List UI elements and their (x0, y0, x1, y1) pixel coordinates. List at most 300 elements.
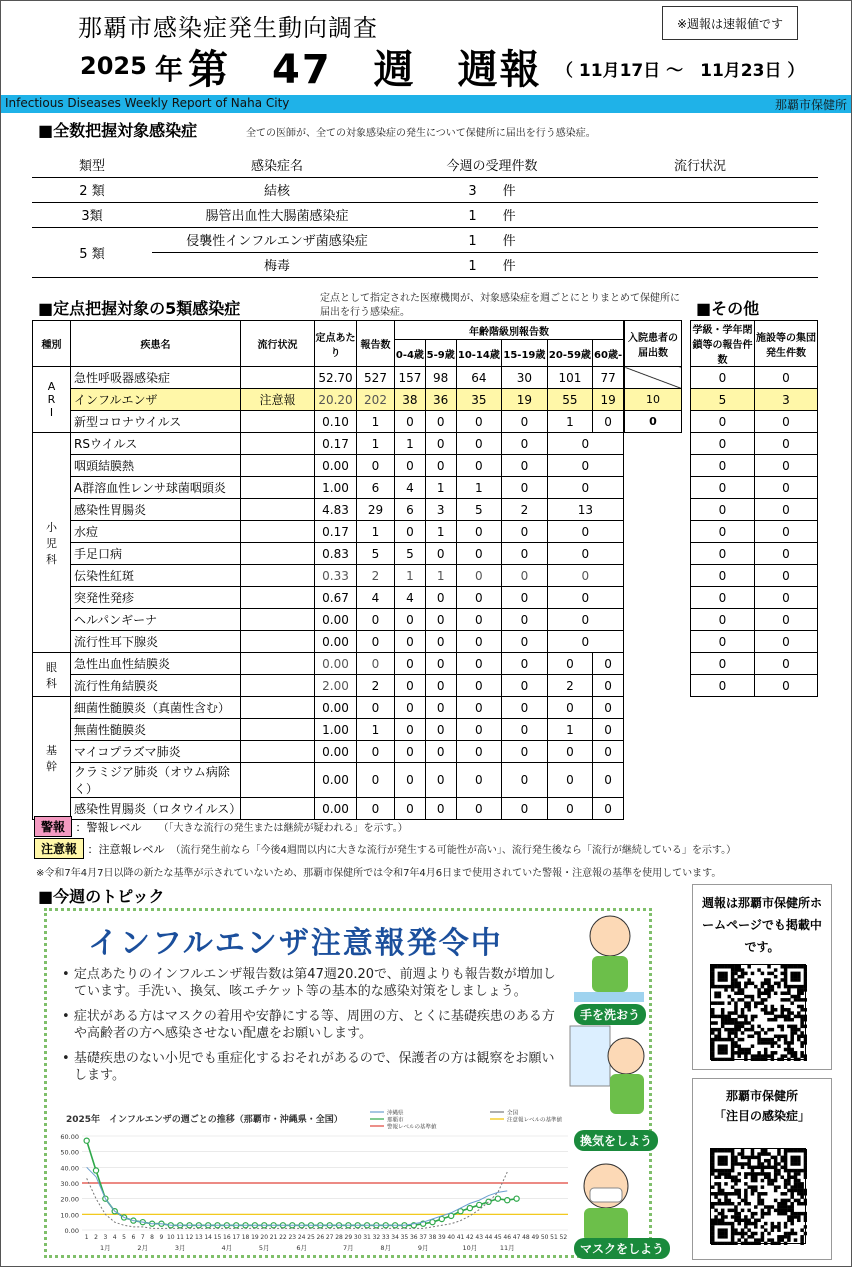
series-line (87, 1167, 508, 1225)
x-tick-label: 24 (297, 1234, 306, 1241)
x-tick-label: 10 (166, 1234, 175, 1241)
preliminary-badge: ※週報は速報値です (662, 6, 798, 40)
table-row (691, 411, 818, 433)
age-cell: 3 (425, 499, 456, 521)
table-row (33, 697, 624, 719)
age-cell: 64 (456, 367, 502, 389)
table-row (33, 719, 624, 741)
disease-name: 急性出血性結膜炎 (71, 653, 241, 675)
table-row (32, 177, 818, 202)
status-cell (241, 631, 315, 653)
age-cell: 0 (502, 763, 548, 798)
age-cell: 0 (502, 653, 548, 675)
x-tick-label: 5 (122, 1234, 126, 1241)
caution-tag: 注意報 (34, 838, 84, 859)
group-cell: 小 児 科 (33, 433, 71, 653)
age-cell: 0 (547, 631, 623, 653)
table-row (691, 499, 818, 521)
x-tick-label: 17 (232, 1234, 241, 1241)
status-cell (241, 653, 315, 675)
sentinel-table (32, 320, 624, 820)
age-cell: 19 (502, 389, 548, 411)
legend-label: 那覇市 (387, 1117, 404, 1124)
disease-name: ヘルパンギーナ (71, 609, 241, 631)
month-label: 8月 (380, 1244, 392, 1252)
per-cell: 2.00 (315, 675, 357, 697)
per-cell: 0.67 (315, 587, 357, 609)
other-cell: 0 (755, 565, 818, 587)
x-tick-label: 19 (251, 1234, 259, 1241)
x-tick-label: 31 (363, 1234, 371, 1241)
name-cell: 梅毒 (152, 252, 402, 277)
five-section-desc: 定点として指定された医療機関が、対象感染症を週ごとにとりまとめて保健所に届出を行う感染症。 (320, 293, 680, 318)
age-cell: 0 (593, 741, 624, 763)
list-item: • 症状がある方はマスクの着用や安静にする等、周囲の方、とくに基礎疾患のある方や高齢者の方へ感染させない配慮をお願いします。 (62, 1009, 555, 1041)
other-cell: 0 (691, 543, 755, 565)
group-cell: 基 幹 (33, 697, 71, 820)
table-row (33, 433, 624, 455)
x-tick-label: 32 (372, 1234, 381, 1241)
other-section-heading: ■その他 (696, 299, 760, 318)
age-cell: 0 (502, 543, 548, 565)
age-cell: 0 (456, 433, 502, 455)
per-cell: 0.00 (315, 741, 357, 763)
x-tick-label: 44 (484, 1234, 493, 1241)
table-row (33, 653, 624, 675)
age-cell: 1 (425, 477, 456, 499)
age-cell: 36 (425, 389, 456, 411)
x-tick-label: 4 (112, 1234, 117, 1241)
age-cell: 0 (547, 697, 593, 719)
age-cell: 0 (502, 631, 548, 653)
reports-cell: 527 (357, 367, 395, 389)
count-cell: 1 件 (402, 227, 582, 252)
disease-name: A群溶血性レンサ球菌咽頭炎 (71, 477, 241, 499)
per-cell: 52.70 (315, 367, 357, 389)
age-cell: 1 (425, 521, 456, 543)
year-kanji: 年 (155, 53, 184, 86)
age-cell: 0 (547, 521, 623, 543)
x-tick-label: 43 (475, 1234, 484, 1241)
age-cell: 4 (395, 587, 426, 609)
per-cell: 0.00 (315, 609, 357, 631)
age-cell: 0 (425, 433, 456, 455)
age-cell: 0 (395, 675, 426, 697)
hosp-cell: 10 (625, 389, 682, 411)
status-cell (241, 741, 315, 763)
age-cell: 30 (502, 367, 548, 389)
age-cell: 35 (456, 389, 502, 411)
age-cell: 0 (425, 455, 456, 477)
data-point (477, 1202, 482, 1207)
disease-name: 伝染性紅斑 (71, 565, 241, 587)
disease-name: 流行性角結膜炎 (71, 675, 241, 697)
age-cell: 0 (425, 653, 456, 675)
age-cell: 0 (547, 455, 623, 477)
status-cell (241, 719, 315, 741)
status-cell (241, 697, 315, 719)
age-cell: 0 (502, 477, 548, 499)
other-cell: 0 (755, 653, 818, 675)
other-cell: 0 (691, 433, 755, 455)
other-cell: 0 (755, 543, 818, 565)
age-cell: 0 (547, 763, 593, 798)
reports-cell: 6 (357, 477, 395, 499)
table-row (33, 367, 624, 389)
y-tick-label: 10.00 (60, 1211, 79, 1220)
disease-name: RSウイルス (71, 433, 241, 455)
age-cell: 0 (456, 521, 502, 543)
age-cell: 5 (395, 543, 426, 565)
table-row (33, 741, 624, 763)
disease-name: 感染性胃腸炎（ロタウイルス） (71, 798, 241, 820)
status-cell (241, 587, 315, 609)
x-tick-label: 48 (522, 1234, 530, 1241)
age-cell: 0 (456, 653, 502, 675)
age-cell: 0 (593, 675, 624, 697)
illustrations (566, 906, 652, 1258)
per-cell: 0.00 (315, 798, 357, 820)
per-cell: 0.00 (315, 631, 357, 653)
th-disease: 疾患名 (71, 321, 241, 367)
other-table (690, 320, 818, 697)
age-cell: 4 (395, 477, 426, 499)
disease-name: 細菌性髄膜炎（真菌性含む） (71, 697, 241, 719)
age-cell: 0 (547, 798, 593, 820)
other-cell: 0 (755, 609, 818, 631)
disease-name: 無菌性髄膜炎 (71, 719, 241, 741)
table-row (691, 609, 818, 631)
y-tick-label: 20.00 (60, 1195, 79, 1204)
age-cell: 0 (456, 609, 502, 631)
th-age: 15-19歳 (502, 340, 548, 367)
mask-icon (590, 1188, 622, 1202)
label-ventilate: 換気をしよう (574, 1130, 658, 1151)
reports-cell: 0 (357, 798, 395, 820)
all-section-desc: 全ての医師が、全ての対象感染症の発生について保健所に届出を行う感染症。 (246, 128, 596, 139)
th-group: 種別 (33, 321, 71, 367)
reports-cell: 4 (357, 587, 395, 609)
x-tick-label: 30 (353, 1234, 362, 1241)
th-type: 類型 (32, 152, 152, 177)
other-cell: 5 (691, 389, 755, 411)
status-cell (241, 455, 315, 477)
age-cell: 0 (425, 741, 456, 763)
age-cell: 0 (425, 543, 456, 565)
age-cell: 0 (502, 741, 548, 763)
reports-cell: 5 (357, 543, 395, 565)
month-label: 4月 (221, 1244, 233, 1252)
data-point (439, 1216, 444, 1221)
y-tick-label: 40.00 (60, 1164, 79, 1173)
age-cell: 0 (547, 741, 593, 763)
table-row (32, 202, 818, 227)
table-row (691, 455, 818, 477)
age-cell: 0 (456, 719, 502, 741)
warn-legend: 警報 ：警報レベル （「大きな流行の発生または継続が疑われる」を示す。） (34, 816, 408, 837)
x-tick-label: 28 (335, 1234, 343, 1241)
reports-cell: 0 (357, 653, 395, 675)
type-cell: 5 類 (32, 227, 152, 277)
age-cell: 101 (547, 367, 593, 389)
x-tick-label: 2 (94, 1234, 98, 1241)
table-row (691, 433, 818, 455)
x-tick-label: 49 (531, 1234, 540, 1241)
person-body-icon (592, 956, 628, 992)
other-cell: 0 (691, 653, 755, 675)
age-cell: 55 (547, 389, 593, 411)
x-tick-label: 39 (438, 1234, 446, 1241)
x-tick-label: 21 (269, 1234, 278, 1241)
age-cell: 0 (456, 798, 502, 820)
qr-pattern (711, 965, 807, 1061)
status-cell (241, 499, 315, 521)
age-cell: 0 (502, 587, 548, 609)
other-cell: 0 (755, 367, 818, 389)
month-label: 2月 (137, 1244, 149, 1252)
band-right-text: 那覇市保健所 (774, 98, 847, 112)
chart-title: 2025年 インフルエンザの週ごとの推移（那覇市・沖縄県・全国） (66, 1115, 343, 1125)
five-section-heading: ■定点把握対象の5類感染症 (38, 299, 241, 318)
name-cell: 侵襲性インフルエンザ菌感染症 (152, 227, 402, 252)
status-cell (241, 763, 315, 798)
qr-code-featured[interactable] (710, 1148, 806, 1244)
age-cell: 0 (456, 697, 502, 719)
age-cell: 0 (502, 565, 548, 587)
person-body-icon (610, 1074, 644, 1114)
y-tick-label: 30.00 (60, 1180, 79, 1188)
x-tick-label: 47 (512, 1234, 521, 1241)
table-row (33, 455, 624, 477)
per-cell: 0.17 (315, 521, 357, 543)
y-tick-label: 0.00 (64, 1227, 79, 1235)
legend-label: 沖縄県 (387, 1110, 404, 1117)
other-cell: 0 (755, 455, 818, 477)
th-age-title: 年齢階級別報告数 (395, 321, 624, 340)
x-tick-label: 3 (103, 1234, 108, 1241)
age-cell: 0 (502, 675, 548, 697)
x-tick-label: 11 (176, 1234, 184, 1241)
th-age: 60歳- (593, 340, 624, 367)
reports-cell: 1 (357, 411, 395, 433)
other-cell: 0 (755, 631, 818, 653)
th-closure: 学級・学年閉鎖等の報告件数 (691, 321, 755, 367)
age-cell: 19 (593, 389, 624, 411)
disease-name: 感染性胃腸炎 (71, 499, 241, 521)
age-cell: 0 (547, 477, 623, 499)
type-cell: 2 類 (32, 177, 152, 202)
age-cell: 0 (502, 798, 548, 820)
featured-text: 那覇市保健所 「注目の感染症」 (713, 1089, 810, 1123)
reports-cell: 0 (357, 763, 395, 798)
disease-name: 急性呼吸器感染症 (71, 367, 241, 389)
reports-cell: 0 (357, 741, 395, 763)
name-cell: 結核 (152, 177, 402, 202)
age-cell: 0 (593, 653, 624, 675)
age-cell: 98 (425, 367, 456, 389)
age-cell: 1 (547, 719, 593, 741)
y-tick-label: 50.00 (60, 1148, 79, 1157)
other-cell: 0 (691, 367, 755, 389)
reports-cell: 202 (357, 389, 395, 411)
disease-name: インフルエンザ (71, 389, 241, 411)
age-cell: 0 (456, 763, 502, 798)
name-cell: 腸管出血性大腸菌感染症 (152, 202, 402, 227)
legend-label: 全国 (507, 1110, 519, 1117)
age-cell: 13 (547, 499, 623, 521)
warn-tag: 警報 (34, 816, 72, 837)
age-cell: 0 (456, 411, 502, 433)
age-cell: 0 (547, 609, 623, 631)
age-cell: 0 (395, 763, 426, 798)
other-cell: 0 (755, 587, 818, 609)
other-cell: 0 (755, 675, 818, 697)
reports-cell: 1 (357, 521, 395, 543)
x-tick-label: 23 (288, 1234, 297, 1241)
th-outbreak: 施設等の集団発生件数 (755, 321, 818, 367)
status-cell (241, 543, 315, 565)
disease-name: マイコプラズマ肺炎 (71, 741, 241, 763)
data-point (495, 1196, 500, 1201)
other-cell: 0 (691, 477, 755, 499)
per-cell: 0.00 (315, 455, 357, 477)
age-cell: 0 (395, 653, 426, 675)
table-row (33, 521, 624, 543)
x-tick-label: 33 (381, 1234, 390, 1241)
list-item: • 定点あたりのインフルエンザ報告数は第47週20.20で、前週よりも報告数が増加しています。手洗い、換気、咳エチケット等の基本的な感染対策をしましょう。 (62, 967, 556, 999)
table-row (33, 609, 624, 631)
age-cell: 0 (502, 433, 548, 455)
x-tick-label: 51 (550, 1234, 558, 1241)
table-row (691, 367, 818, 389)
age-cell: 38 (395, 389, 426, 411)
title-band (1, 95, 851, 113)
status-cell (241, 675, 315, 697)
x-tick-label: 26 (316, 1234, 325, 1241)
age-cell: 77 (593, 367, 624, 389)
data-point (84, 1138, 89, 1143)
data-point (514, 1196, 519, 1201)
per-cell: 20.20 (315, 389, 357, 411)
disease-name: 咽頭結膜熱 (71, 455, 241, 477)
age-cell: 0 (395, 697, 426, 719)
other-cell: 0 (691, 609, 755, 631)
homepage-text: 週報は那覇市保健所ホームページでも掲載中です。 (701, 896, 822, 954)
month-label: 7月 (343, 1244, 354, 1252)
table-row (691, 521, 818, 543)
type-cell: 3類 (32, 202, 152, 227)
age-cell: 0 (502, 411, 548, 433)
other-cell: 3 (755, 389, 818, 411)
table-row (691, 631, 818, 653)
th-age: 10-14歳 (456, 340, 502, 367)
x-tick-label: 12 (185, 1234, 194, 1241)
age-cell: 1 (395, 433, 426, 455)
age-cell: 5 (456, 499, 502, 521)
table-row (691, 653, 818, 675)
age-cell: 0 (456, 455, 502, 477)
age-cell: 0 (547, 653, 593, 675)
age-cell: 0 (502, 455, 548, 477)
th-reports: 報告数 (357, 321, 395, 367)
age-cell: 2 (502, 499, 548, 521)
age-cell: 0 (395, 798, 426, 820)
age-cell: 0 (425, 587, 456, 609)
th-age: 20-59歳 (547, 340, 593, 367)
age-cell: 0 (425, 631, 456, 653)
x-tick-label: 9 (159, 1234, 164, 1241)
x-tick-label: 29 (344, 1234, 353, 1241)
table-row (33, 543, 624, 565)
report-title: 那覇市感染症発生動向調査 (78, 14, 378, 42)
age-cell: 0 (395, 719, 426, 741)
age-cell: 0 (502, 521, 548, 543)
status-cell (241, 565, 315, 587)
per-cell: 1.00 (315, 477, 357, 499)
legend-label: 注意報レベルの基準値 (507, 1117, 563, 1124)
reports-cell: 2 (357, 565, 395, 587)
age-cell: 0 (425, 411, 456, 433)
age-cell: 0 (395, 455, 426, 477)
x-tick-label: 42 (466, 1234, 474, 1241)
age-cell: 1 (395, 565, 426, 587)
x-tick-label: 16 (223, 1234, 231, 1241)
reports-cell: 0 (357, 609, 395, 631)
qr-code-homepage[interactable] (710, 964, 806, 1060)
other-cell: 0 (691, 455, 755, 477)
th-age: 0-4歳 (395, 340, 426, 367)
age-cell: 1 (456, 477, 502, 499)
x-tick-label: 20 (260, 1234, 269, 1241)
date-range: （ 11月17日 〜 11月23日 ） (556, 61, 805, 81)
th-hosp: 入院患者の届出数 (625, 321, 682, 367)
age-cell: 0 (456, 631, 502, 653)
x-tick-label: 6 (131, 1234, 136, 1241)
other-cell: 0 (755, 411, 818, 433)
x-tick-label: 14 (204, 1234, 212, 1241)
table-row (691, 565, 818, 587)
label-handwash: 手を洗おう (574, 1004, 646, 1025)
report-year: 2025 (80, 52, 147, 80)
status-cell (241, 477, 315, 499)
x-tick-label: 27 (325, 1234, 334, 1241)
disease-name: クラミジア肺炎（オウム病除く） (71, 763, 241, 798)
disease-name: 水痘 (71, 521, 241, 543)
age-cell: 0 (425, 697, 456, 719)
reports-cell: 2 (357, 675, 395, 697)
x-tick-label: 13 (195, 1234, 203, 1241)
x-tick-label: 7 (140, 1234, 145, 1241)
per-cell: 0.00 (315, 697, 357, 719)
reports-cell: 0 (357, 455, 395, 477)
age-cell: 0 (395, 631, 426, 653)
x-tick-label: 18 (241, 1234, 250, 1241)
x-tick-label: 15 (213, 1234, 222, 1241)
table-row (33, 477, 624, 499)
flu-trend-chart (50, 1102, 576, 1252)
age-cell: 0 (502, 609, 548, 631)
other-cell: 0 (691, 499, 755, 521)
age-cell: 0 (547, 543, 623, 565)
x-tick-label: 22 (279, 1234, 287, 1241)
disease-name: 手足口病 (71, 543, 241, 565)
per-cell: 0.00 (315, 653, 357, 675)
x-tick-label: 37 (419, 1234, 427, 1241)
x-tick-label: 46 (503, 1234, 512, 1241)
th-status: 流行状況 (241, 321, 315, 367)
per-cell: 4.83 (315, 499, 357, 521)
per-cell: 0.17 (315, 433, 357, 455)
